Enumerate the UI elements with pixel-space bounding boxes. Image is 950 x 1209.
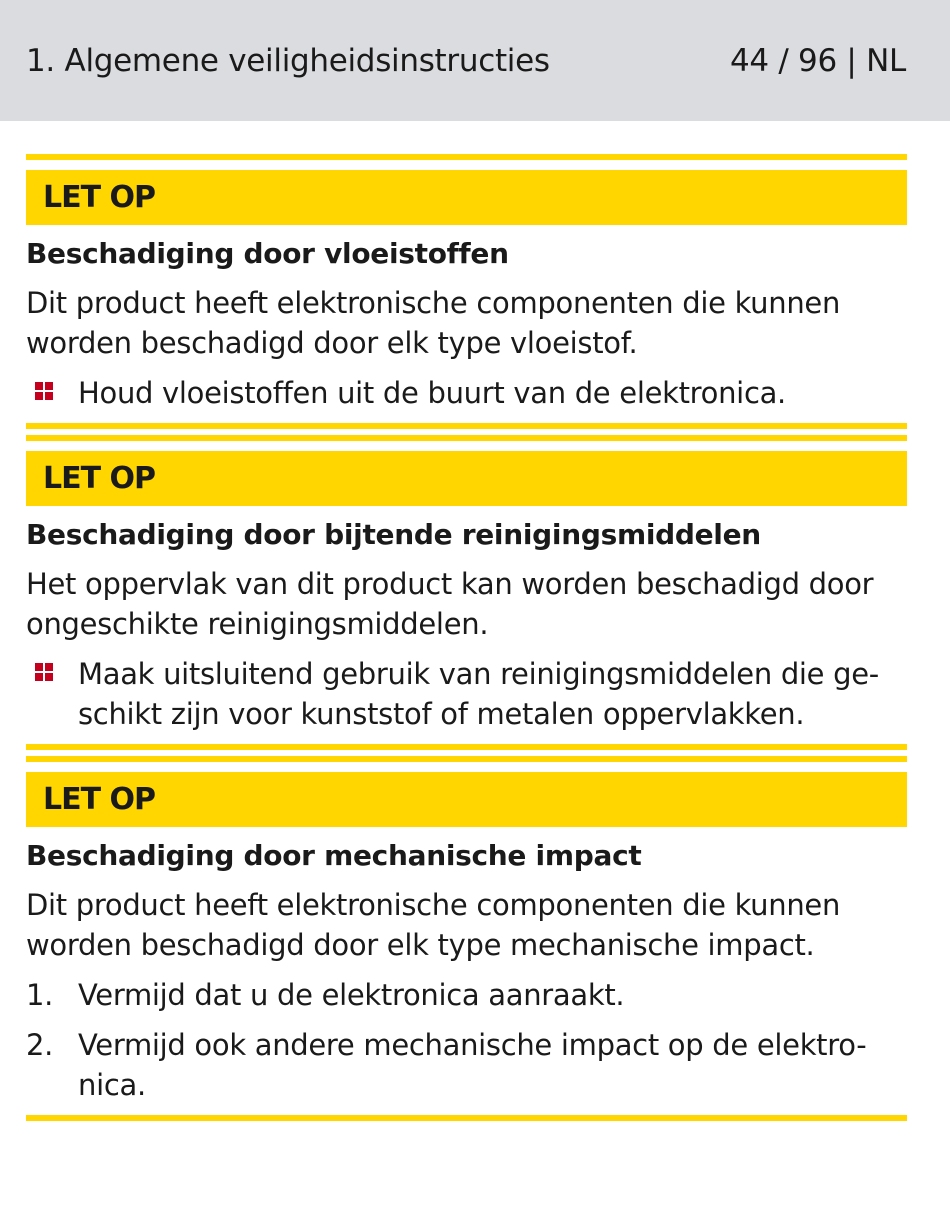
notice-title: Beschadiging door mechanische impact: [26, 839, 642, 872]
step-number: 2.: [26, 1028, 54, 1062]
notice-text: Dit product heeft elektronische componenten die kunnen worden beschadigd door elk type vloeistof.: [26, 286, 841, 360]
step-text: Vermijd dat u de elektronica aanraakt.: [78, 978, 625, 1012]
notice-bottom-rule: [26, 744, 907, 750]
list-item: [26, 654, 907, 734]
notice-title: Beschadiging door bijtende reinigingsmiddelen: [26, 518, 761, 551]
page-indicator: 44 / 96 | NL: [729, 42, 906, 79]
red-square-bullet-icon: [26, 373, 78, 413]
page-content: [0, 121, 950, 1121]
notice-liquids: [26, 154, 907, 429]
notice-cleaning-agents: [26, 435, 907, 750]
page-header: [0, 0, 950, 121]
list-item: [26, 373, 907, 413]
notice-mechanical-impact: [26, 756, 907, 1121]
notice-title: Beschadiging door vloeistoffen: [26, 237, 509, 270]
notice-top-rule: [26, 154, 907, 160]
step-text: Vermijd ook andere mechanische impact op de elektro-nica.: [78, 1028, 867, 1102]
bullet-text: Maak uitsluitend gebruik van reinigingsmiddelen die ge-schikt zijn voor kunststof of metalen oppervlakken.: [78, 657, 879, 731]
red-square-bullet-icon: [26, 654, 78, 694]
notice-banner: LET OP: [26, 170, 907, 225]
bullet-text: Houd vloeistoffen uit de buurt van de elektronica.: [78, 376, 786, 410]
notice-bottom-rule: [26, 1115, 907, 1121]
notice-text: Het oppervlak van dit product kan worden beschadigd door ongeschikte reinigingsmiddelen.: [26, 567, 874, 641]
notice-top-rule: [26, 756, 907, 762]
section-title: 1. Algemene veiligheidsinstructies: [26, 42, 550, 79]
notice-text: Dit product heeft elektronische componenten die kunnen worden beschadigd door elk type mechanische impact.: [26, 888, 841, 962]
notice-top-rule: [26, 435, 907, 441]
step-number: 1.: [26, 978, 54, 1012]
notice-bottom-rule: [26, 423, 907, 429]
notice-banner: LET OP: [26, 451, 907, 506]
notice-banner: LET OP: [26, 772, 907, 827]
numbered-step: [26, 975, 907, 1015]
numbered-step: [26, 1025, 907, 1105]
